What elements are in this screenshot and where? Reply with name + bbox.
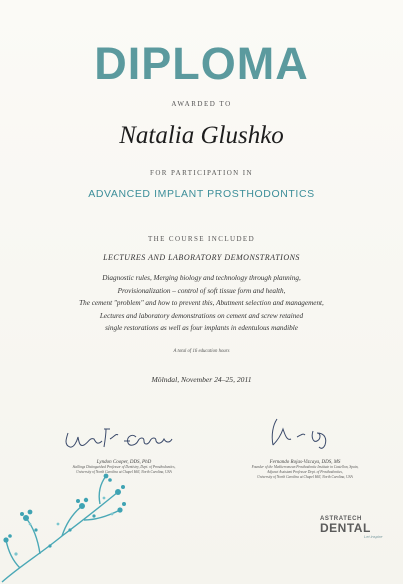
signatory-name: Lyndon Cooper, DDS, PhD xyxy=(96,460,152,465)
education-hours: A total of 16 education hours xyxy=(173,349,230,354)
signature-left-icon xyxy=(44,425,204,453)
signature-block-right xyxy=(225,415,385,479)
logo-top-text: ASTRATECH xyxy=(320,516,362,522)
logo-tagline: Let inspire xyxy=(364,534,383,539)
content-line: Provisionalization – control of soft tissue form and health, xyxy=(117,286,286,295)
signatory-role: Adjunct Assistant Professor Dept. of Prosthodontics, xyxy=(267,469,343,474)
awarded-to-label: AWARDED TO xyxy=(171,100,232,108)
signatory-role: University of North Carolina at Chapel Hill, North Carolina, USA xyxy=(257,474,353,479)
content-line: The cement "problem" and how to prevent this, Abutment selection and management, xyxy=(79,299,324,308)
content-line: Diagnostic rules, Merging biology and technology through planning, xyxy=(102,274,301,282)
signatory-role: Founder of the Mediterranean Prosthodontic Institute in Castellon, Spain, xyxy=(251,465,359,469)
course-content xyxy=(0,272,403,335)
signatory-role: University of North Carolina at Chapel Hill, North Carolina, USA xyxy=(76,469,172,474)
recipient-name: Natalia Glushko xyxy=(119,122,284,149)
content-line: single restorations as well as four implants in edentulous mandible xyxy=(105,324,298,333)
diploma-title: DIPLOMA xyxy=(94,38,309,89)
logo-main-text: DENTAL xyxy=(320,521,371,535)
signature-right-icon xyxy=(225,415,385,453)
course-included-label: THE COURSE INCLUDED xyxy=(147,235,256,243)
signatory-name: Fernando Rojas-Vizcaya, DDS, MS xyxy=(269,460,341,465)
place-date: Mölndal, November 24–25, 2011 xyxy=(151,375,252,384)
branch-decoration-icon xyxy=(0,470,140,584)
signature-block-left xyxy=(44,425,204,475)
lectures-heading: LECTURES AND LABORATORY DEMONSTRATIONS xyxy=(103,253,300,262)
content-line: Lectures and laboratory demonstrations on cement and screw retained xyxy=(99,311,304,320)
course-name: ADVANCED IMPLANT PROSTHODONTICS xyxy=(88,188,315,200)
astratech-logo xyxy=(320,516,396,539)
signatory-role: Stallings Distinguished Professor of Dentistry, Dept. of Prosthodontics, xyxy=(72,465,176,469)
participation-label: FOR PARTICIPATION IN xyxy=(150,169,253,177)
